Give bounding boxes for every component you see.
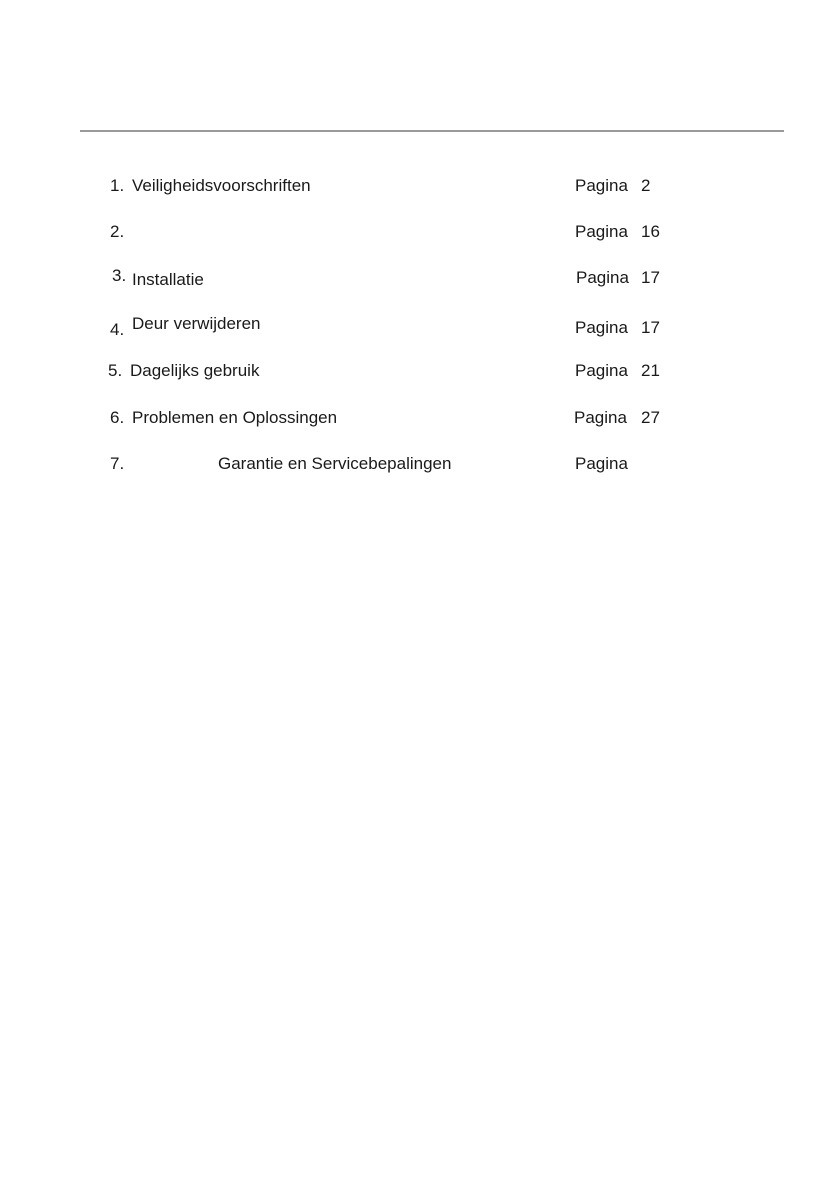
toc-entry-number: 3.	[112, 266, 127, 285]
toc-entry[interactable]	[0, 222, 840, 252]
toc-entry[interactable]	[0, 268, 840, 298]
toc-entry-title: Dagelijks gebruik	[130, 361, 260, 380]
toc-entry[interactable]	[0, 361, 840, 391]
toc-entry-number: 1.	[110, 176, 125, 195]
toc-entry[interactable]	[0, 454, 840, 484]
toc-entry-page-number: 17	[641, 318, 660, 337]
toc-entry-page-number: 17	[641, 268, 660, 287]
toc-entry-page-number: 27	[641, 408, 660, 427]
toc-entry[interactable]	[0, 176, 840, 206]
toc-entry-title: Installatie	[132, 270, 204, 289]
toc-entry-page-number: 2	[641, 176, 651, 195]
toc-entry-title: Deur verwijderen	[132, 314, 261, 333]
toc-entry-title: Veiligheidsvoorschriften	[132, 176, 311, 195]
toc-entry-page-label: Pagina	[575, 318, 628, 337]
toc-entry-page-number: 16	[641, 222, 660, 241]
toc-entry-number: 2.	[110, 222, 125, 241]
toc-entry-page-label: Pagina	[576, 268, 629, 287]
toc-entry-page-label: Pagina	[575, 176, 628, 195]
toc-entry[interactable]	[0, 314, 840, 344]
toc-entry-number: 5.	[108, 361, 123, 380]
toc-entry-page-number: 21	[641, 361, 660, 380]
toc-entry-title: Problemen en Oplossingen	[132, 408, 338, 427]
toc-entry[interactable]	[0, 408, 840, 438]
toc-entry-page-label: Pagina	[575, 222, 628, 241]
toc-entry-title: Garantie en Servicebepalingen	[218, 454, 452, 473]
toc-entry-number: 6.	[110, 408, 125, 427]
toc-entry-page-label: Pagina	[574, 408, 627, 427]
table-of-contents	[0, 0, 840, 520]
toc-entry-page-label: Pagina	[575, 361, 628, 380]
toc-entry-number: 7.	[110, 454, 125, 473]
toc-entry-page-label: Pagina	[575, 454, 628, 473]
toc-entry-number: 4.	[110, 320, 125, 339]
